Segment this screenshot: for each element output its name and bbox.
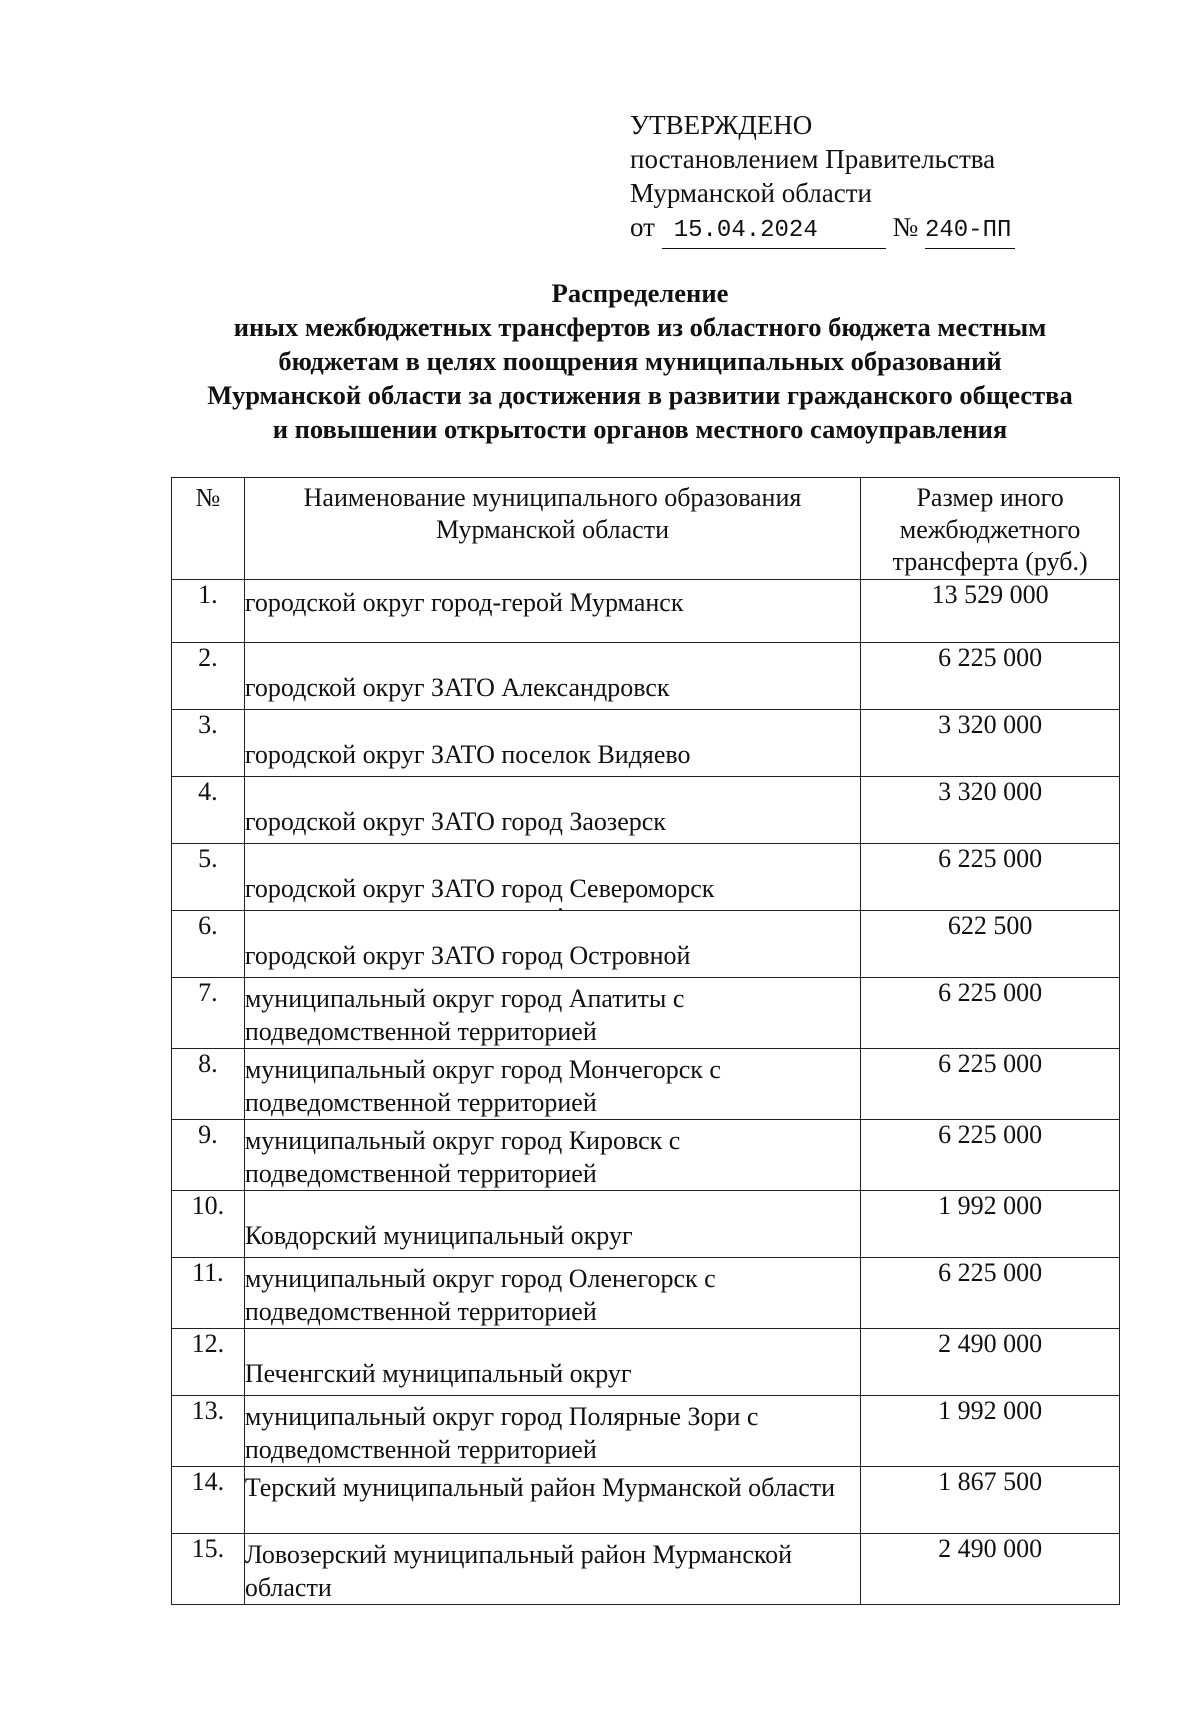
table-row [172,978,1120,1049]
table-row [172,777,1120,844]
header-name: Наименование муниципального образования Мурманской области [244,478,860,580]
row-name: городской округ ЗАТО город Североморск [244,844,860,911]
title-line-1: Распределение [551,278,729,308]
header-amount: Размер иного межбюджетного трансферта (руб.) [861,478,1120,580]
row-amount: 1 867 500 [861,1467,1120,1534]
approval-block [630,108,1015,249]
row-name: Ковдорский муниципальный округ [244,1191,860,1258]
row-num: 8. [172,1049,245,1120]
number-value: 240-ПП [924,217,1012,244]
table-row [172,1120,1120,1191]
row-num: 1. [172,580,245,643]
table-header-row [172,478,1120,580]
row-name: Ловозерский муниципальный район Мурманской области [244,1534,860,1605]
row-amount: 1 992 000 [861,1191,1120,1258]
row-name: муниципальный округ город Оленегорск с подведомственной территорией [244,1258,860,1329]
row-amount: 2 490 000 [861,1534,1120,1605]
header-num: № [172,478,245,580]
table-row [172,1191,1120,1258]
row-amount: 6 225 000 [861,844,1120,911]
row-num: 3. [172,710,245,777]
table-row [172,911,1120,978]
table-row [172,643,1120,710]
table-row [172,1396,1120,1467]
title-line-2: иных межбюджетных трансфертов из областного бюджета местным [233,312,1047,342]
approval-line-resolution: постановлением Правительства [630,144,996,174]
row-num: 13. [172,1396,245,1467]
row-amount: 6 225 000 [861,1049,1120,1120]
document-title [160,276,1120,446]
row-amount: 6 225 000 [861,643,1120,710]
row-num: 14. [172,1467,245,1534]
table-row [172,1258,1120,1329]
row-num: 10. [172,1191,245,1258]
distribution-table [171,477,1120,1605]
row-name: городской округ ЗАТО город Заозерск [244,777,860,844]
row-num: 6. [172,911,245,978]
row-name: муниципальный округ город Апатиты с подведомственной территорией [244,978,860,1049]
table-row [172,1329,1120,1396]
row-num: 4. [172,777,245,844]
scan-dot [559,908,562,911]
row-amount: 6 225 000 [861,978,1120,1049]
table-row [172,580,1120,643]
row-name: городской округ ЗАТО Александровск [244,643,860,710]
table-row [172,710,1120,777]
number-field [925,210,1015,249]
row-amount: 1 992 000 [861,1396,1120,1467]
row-amount: 13 529 000 [861,580,1120,643]
row-num: 11. [172,1258,245,1329]
date-field [662,210,886,249]
title-line-3: бюджетам в целях поощрения муниципальных образований [278,346,1002,376]
row-name: Печенгский муниципальный округ [244,1329,860,1396]
row-name: городской округ город-герой Мурманск [244,580,860,643]
row-name: муниципальный округ город Кировск с подведомственной территорией [244,1120,860,1191]
row-name: Терский муниципальный район Мурманской области [244,1467,860,1534]
row-amount: 6 225 000 [861,1258,1120,1329]
row-num: 5. [172,844,245,911]
row-name: городской округ ЗАТО город Островной [244,911,860,978]
date-value: 15.04.2024 [673,217,818,244]
number-prefix: № [892,212,919,242]
table-row [172,1467,1120,1534]
row-amount: 622 500 [861,911,1120,978]
row-name: муниципальный округ город Полярные Зори с подведомственной территорией [244,1396,860,1467]
row-num: 9. [172,1120,245,1191]
approval-date-line [630,210,1015,249]
date-prefix: от [630,212,655,242]
table-row [172,1534,1120,1605]
row-name: городской округ ЗАТО поселок Видяево [244,710,860,777]
title-line-4: Мурманской области за достижения в развитии гражданского общества [207,380,1073,410]
row-num: 12. [172,1329,245,1396]
row-name: муниципальный округ город Мончегорск с подведомственной территорией [244,1049,860,1120]
row-num: 2. [172,643,245,710]
approval-line-region: Мурманской области [630,178,872,208]
table-row [172,844,1120,911]
row-amount: 3 320 000 [861,777,1120,844]
approval-heading: УТВЕРЖДЕНО [630,110,813,140]
table-row [172,1049,1120,1120]
row-amount: 2 490 000 [861,1329,1120,1396]
row-num: 15. [172,1534,245,1605]
row-num: 7. [172,978,245,1049]
row-amount: 3 320 000 [861,710,1120,777]
title-line-5: и повышении открытости органов местного самоуправления [272,414,1008,444]
row-amount: 6 225 000 [861,1120,1120,1191]
